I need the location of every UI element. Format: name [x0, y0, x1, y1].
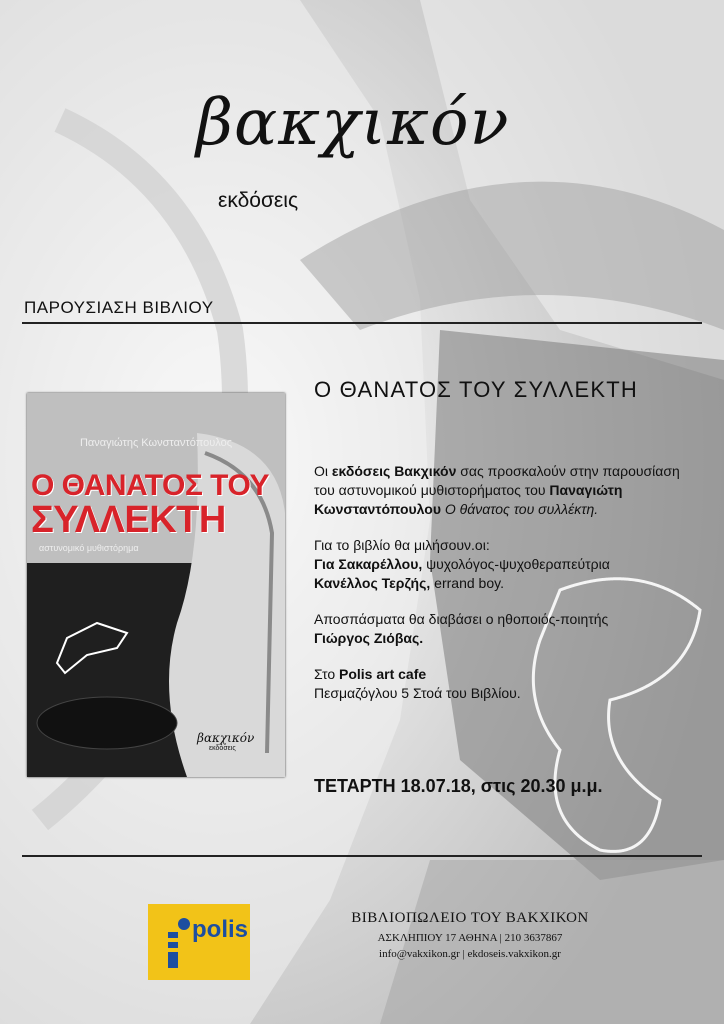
cover-author: Παναγιώτης Κωνσταντόπουλος	[79, 437, 233, 449]
speaker-2-role: errand boy.	[430, 575, 504, 591]
logo-script-text: βακχικόν	[196, 86, 510, 160]
polis-logo	[148, 904, 250, 980]
venue-name: Polis art cafe	[339, 666, 427, 682]
reading-paragraph	[314, 610, 704, 648]
book-title-heading: Ο ΘΑΝΑΤΟΣ ΤΟΥ ΣΥΛΛΕΚΤΗ	[314, 377, 638, 402]
speaker-2-name: Κανέλλος Τερζής,	[314, 575, 431, 591]
invitation-text	[314, 462, 704, 720]
invitation-paragraph	[314, 462, 704, 519]
book-title-italic: Ο θάνατος του συλλέκτη.	[444, 501, 599, 517]
polis-logo-text: polis	[192, 916, 249, 943]
publisher-logo	[196, 86, 526, 216]
polis-figure-icon	[154, 912, 194, 974]
cover-title-line-1: Ο ΘΑΝΑΤΟΣ ΤΟΥ	[31, 469, 269, 502]
bookstore-address: ΑΣΚΛΗΠΙΟΥ 17 ΑΘΗΝΑ | 210 3637867	[377, 932, 563, 944]
speaker-1-role: ψυχολόγος-ψυχοθεραπεύτρια	[422, 556, 610, 572]
author-name: Παναγιώτη Κωνσταντόπουλου	[314, 482, 623, 517]
venue-address: Πεσμαζόγλου 5 Στοά του Βιβλίου.	[314, 685, 521, 701]
bookstore-name: ΒΙΒΛΙΟΠΩΛΕΙΟ ΤΟΥ ΒΑΚΧΙΚΟΝ	[351, 910, 589, 926]
top-divider	[22, 322, 702, 324]
speaker-1-name: Για Σακαρέλλου,	[314, 556, 423, 572]
logo-subtitle: εκδόσεις	[218, 189, 299, 212]
speakers-paragraph	[314, 536, 704, 593]
speakers-intro: Για το βιβλίο θα μιλήσουν.οι:	[314, 537, 490, 553]
book-cover-image	[27, 393, 285, 777]
section-label: ΠΑΡΟΥΣΙΑΣΗ ΒΙΒΛΙΟΥ	[24, 298, 214, 317]
publisher-name: εκδόσεις Βακχικόν	[331, 463, 457, 479]
cover-publisher-sub: εκδόσεις	[209, 745, 236, 752]
cover-publisher-logo: βακχικόν	[197, 731, 255, 745]
invitation-text-2: σας προσκαλούν στην παρουσίαση του αστυνομικού μυθιστορήματος του	[314, 463, 680, 498]
event-date: ΤΕΤΑΡΤΗ 18.07.18, στις 20.30 μ.μ.	[314, 776, 603, 796]
cover-illustration	[27, 393, 285, 777]
bookstore-info	[330, 910, 610, 962]
reading-intro: Αποσπάσματα θα διαβάσει ο ηθοποιός-ποιητής	[314, 611, 609, 627]
bookstore-contact: info@vakxikon.gr | ekdoseis.vakxikon.gr	[379, 948, 561, 960]
venue-prefix: Στο	[314, 666, 339, 682]
invitation-text-1: Οι	[314, 463, 332, 479]
reader-name: Γιώργος Ζιόβας.	[314, 630, 424, 646]
cover-title-line-2: ΣΥΛΛΕΚΤΗ	[31, 499, 226, 541]
cover-genre: αστυνομικό μυθιστόρημα	[39, 543, 139, 553]
venue-paragraph	[314, 665, 704, 703]
cover-title	[31, 471, 269, 539]
bottom-divider	[22, 855, 702, 857]
